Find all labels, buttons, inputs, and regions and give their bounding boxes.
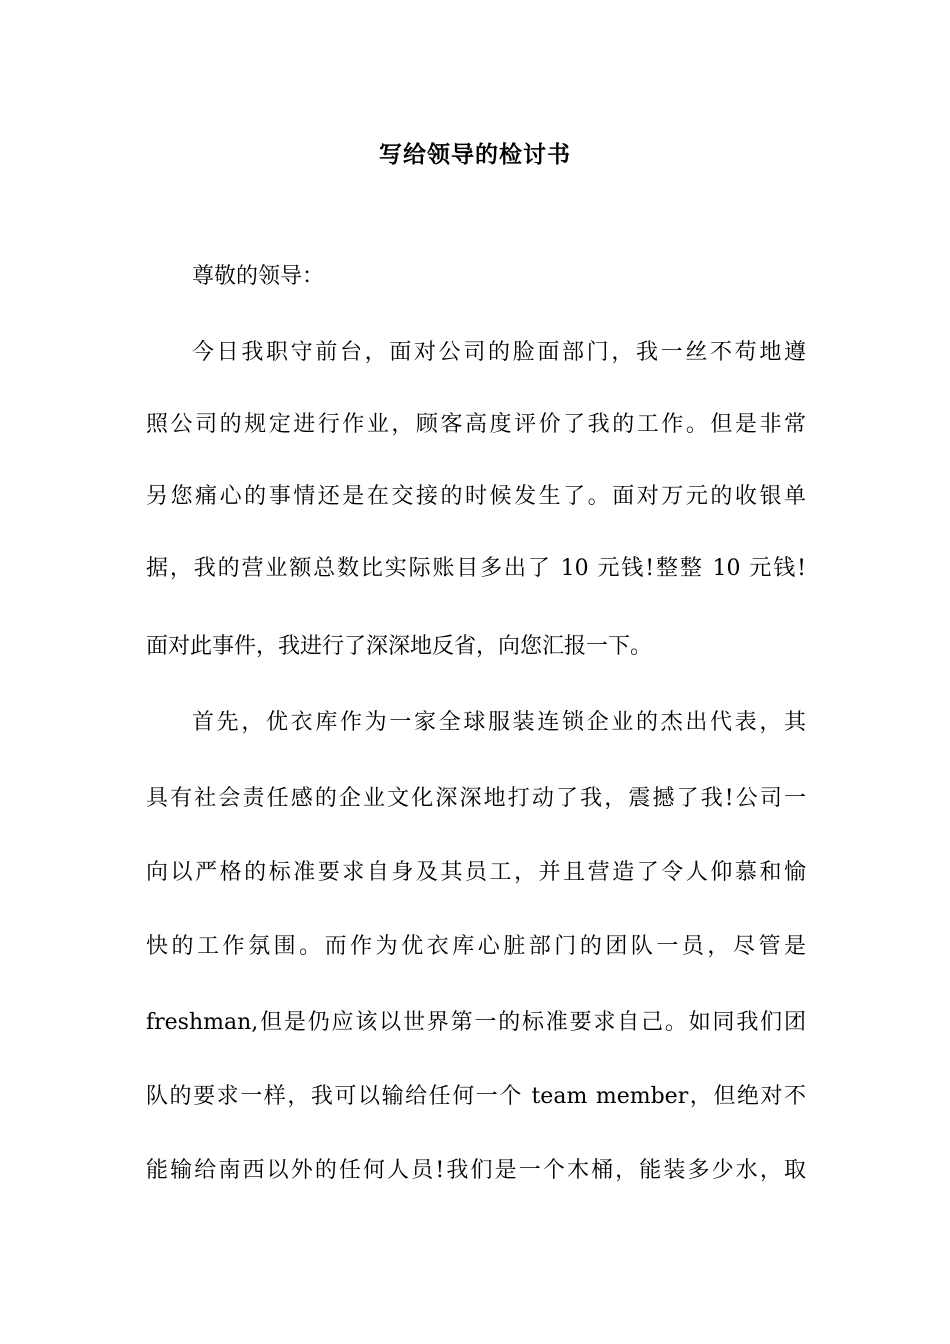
paragraph-line: 另您痛心的事情还是在交接的时候发生了。面对万元的收银单 <box>146 484 806 509</box>
paragraph-line: 据，我的营业额总数比实际账目多出了 10 元钱!整整 10 元钱! <box>146 556 806 581</box>
paragraph-line: 具有社会责任感的企业文化深深地打动了我，震撼了我!公司一 <box>146 786 806 811</box>
paragraph-line: 面对此事件，我进行了深深地反省，向您汇报一下。 <box>146 634 653 659</box>
paragraph-line: 能输给南西以外的任何人员!我们是一个木桶，能装多少水，取 <box>146 1158 806 1183</box>
paragraph-line: freshman,但是仍应该以世界第一的标准要求自己。如同我们团 <box>146 1010 806 1035</box>
paragraph-line: 快的工作氛围。而作为优衣库心脏部门的团队一员，尽管是 <box>146 934 806 959</box>
salutation: 尊敬的领导： <box>192 264 325 289</box>
paragraph-line: 向以严格的标准要求自身及其员工，并且营造了令人仰慕和愉 <box>146 860 806 885</box>
paragraph-line: 队的要求一样，我可以输给任何一个 team member，但绝对不 <box>146 1084 806 1109</box>
document-title: 写给领导的检讨书 <box>379 141 571 168</box>
paragraph-line: 今日我职守前台，面对公司的脸面部门，我一丝不苟地遵 <box>192 340 806 365</box>
paragraph-line: 首先，优衣库作为一家全球服装连锁企业的杰出代表，其 <box>192 710 806 735</box>
paragraph-line: 照公司的规定进行作业，顾客高度评价了我的工作。但是非常 <box>146 412 806 437</box>
